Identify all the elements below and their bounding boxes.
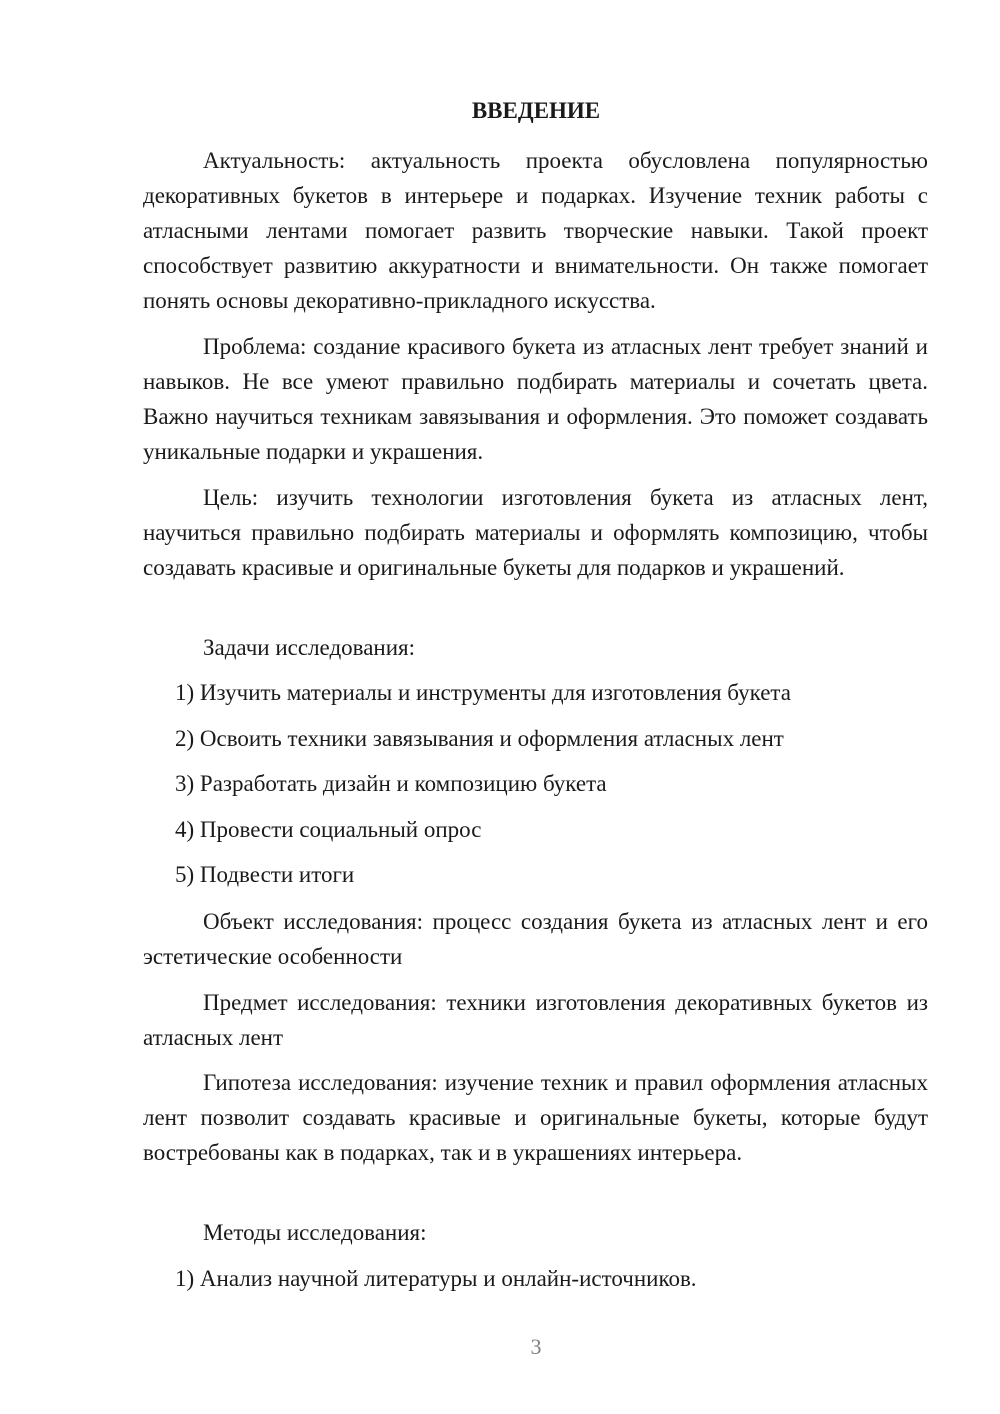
subject-paragraph: Предмет исследования: техники изготовления декоративных букетов из атласных лент: [143, 990, 928, 1050]
task-item: 1) Изучить материалы и инструменты для изготовления букета: [175, 680, 791, 705]
goal-paragraph: Цель: изучить технологии изготовления букета из атласных лент, научиться правильно подбирать материалы и оформлять композицию, чтобы создавать красивые и оригинальные букеты для подарков и украшений.: [143, 485, 928, 580]
object-paragraph: Объект исследования: процесс создания букета из атласных лент и его эстетические особенности: [143, 909, 928, 969]
task-item: 2) Освоить техники завязывания и оформления атласных лент: [175, 726, 784, 751]
method-item: 1) Анализ научной литературы и онлайн-источников.: [175, 1266, 697, 1291]
tasks-title: Задачи исследования:: [203, 635, 416, 660]
section-heading: ВВЕДЕНИЕ: [471, 98, 601, 123]
relevance-paragraph: Актуальность: актуальность проекта обусловлена популярностью декоративных букетов в интерьере и подарках. Изучение техник работы с атласными лентами помогает развить творческие навыки. Такой проект способствует развитию аккуратности и внимательности. Он также помогает понять основы декоративно-прикладного искусства.: [143, 148, 928, 313]
methods-title: Методы исследования:: [203, 1220, 427, 1245]
task-item: 3) Разработать дизайн и композицию букета: [175, 771, 607, 796]
problem-paragraph: Проблема: создание красивого букета из атласных лент требует знаний и навыков. Не все умеют правильно подбирать материалы и сочетать цвета. Важно научиться техникам завязывания и оформления. Это поможет создавать уникальные подарки и украшения.: [143, 334, 928, 464]
task-item: 5) Подвести итоги: [175, 862, 355, 887]
page-number: 3: [530, 1334, 542, 1359]
hypothesis-paragraph: Гипотеза исследования: изучение техник и правил оформления атласных лент позволит создавать красивые и оригинальные букеты, которые будут востребованы как в подарках, так и в украшениях интерьера.: [143, 1070, 928, 1165]
task-item: 4) Провести социальный опрос: [175, 817, 482, 842]
